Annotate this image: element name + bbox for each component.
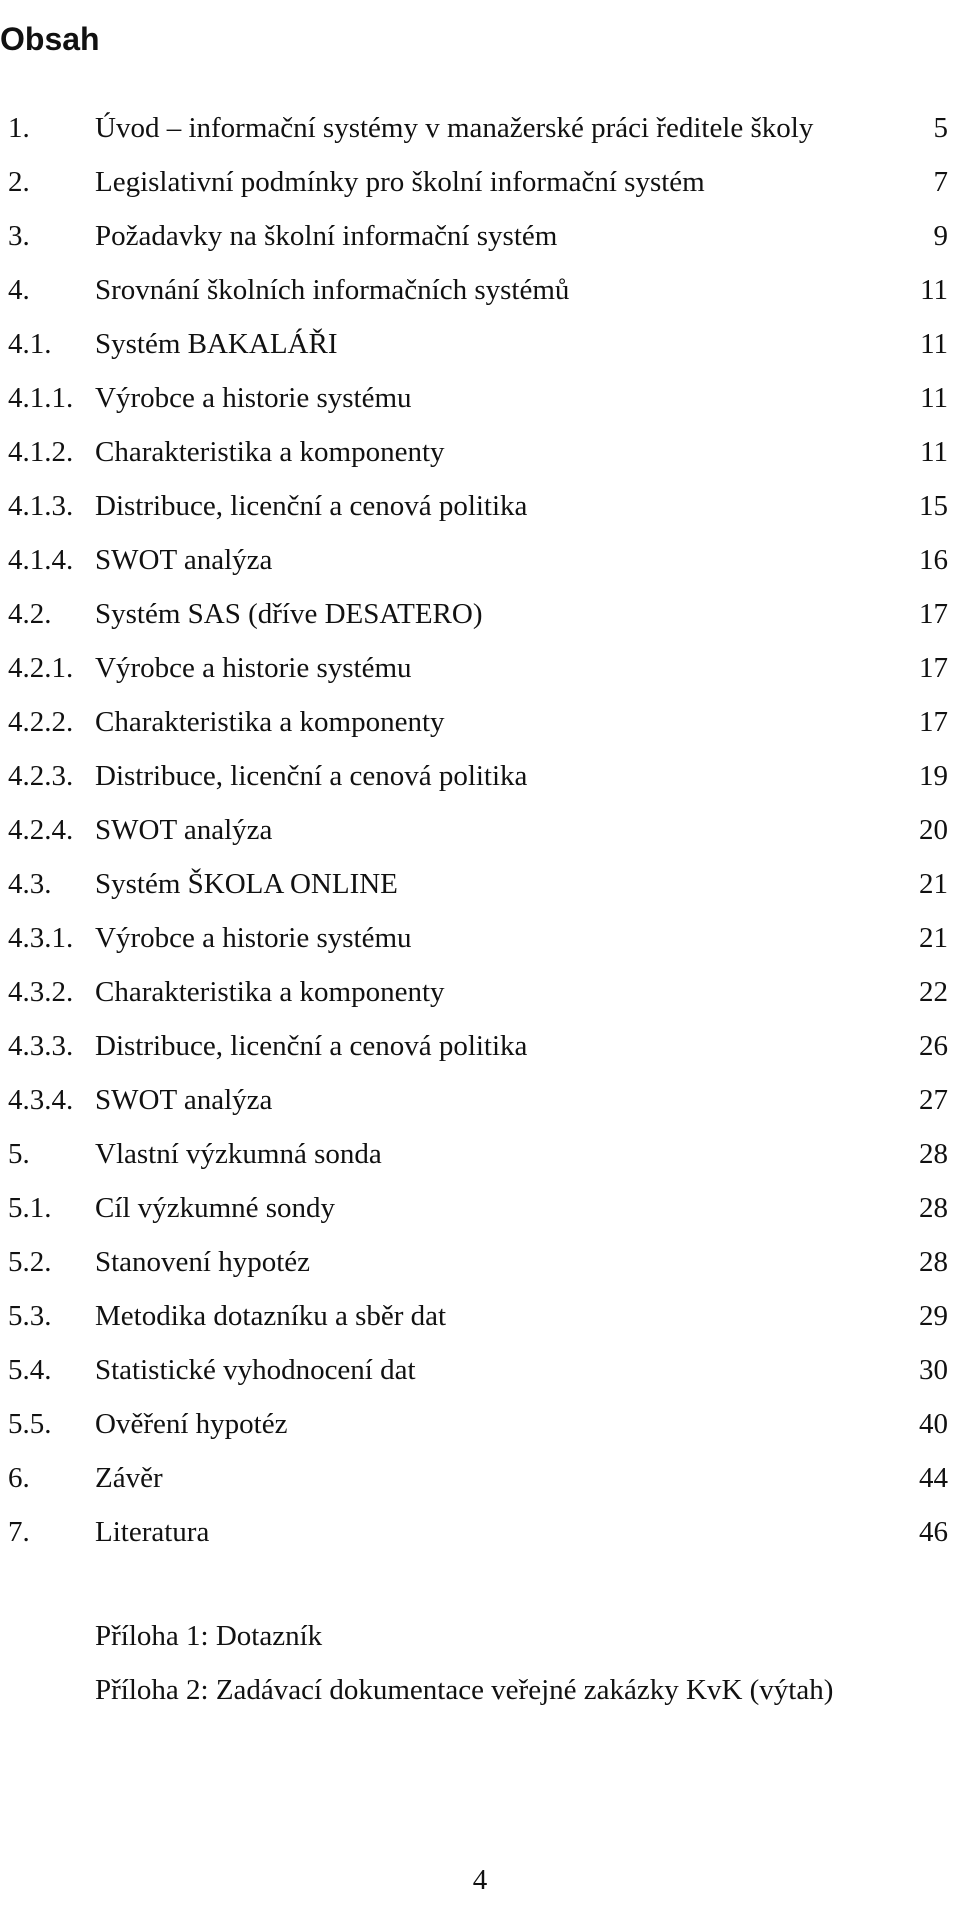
attachment-item: Příloha 2: Zadávací dokumentace veřejné zakázky KvK (výtah) [95,1674,834,1706]
toc-entry-title: Charakteristika a komponenty [95,706,445,738]
toc-entry-title: Distribuce, licenční a cenová politika [95,1030,528,1062]
toc-entry-title: Úvod – informační systémy v manažerské práci ředitele školy [95,112,814,144]
toc-entry-number: 4.2.1. [8,652,74,684]
toc-entry-number: 5.3. [8,1300,52,1332]
toc-entry-page: 7 [933,166,948,198]
toc-entry [8,1082,948,1136]
toc-entry-title: Stanovení hypotéz [95,1246,311,1278]
toc-entry-number: 5. [8,1138,30,1170]
toc-entry-number: 4.3. [8,868,52,900]
toc-entry-number: 4.2.2. [8,706,74,738]
toc-entry-number: 5.4. [8,1354,52,1386]
toc-entry-page: 21 [919,922,948,954]
toc-entry-title: Charakteristika a komponenty [95,436,445,468]
toc-entry-title: SWOT analýza [95,544,273,576]
toc-entry-page: 5 [933,112,948,144]
toc-entry-title: Systém BAKALÁŘI [95,328,338,360]
toc-entry [8,110,948,164]
toc-entry-page: 26 [919,1030,948,1062]
toc-entry-number: 5.2. [8,1246,52,1278]
toc-entry-number: 4.1.3. [8,490,74,522]
toc-entry-title: Charakteristika a komponenty [95,976,445,1008]
toc-entry-title: Distribuce, licenční a cenová politika [95,760,528,792]
toc-entry-page: 40 [919,1408,948,1440]
toc-entry [8,1298,948,1352]
toc-entry-number: 6. [8,1462,30,1494]
toc-entry [8,488,948,542]
toc-entry-number: 4.1.4. [8,544,74,576]
toc-entry-number: 4. [8,274,30,306]
toc-entry-number: 4.1.2. [8,436,74,468]
toc-entry-page: 22 [919,976,948,1008]
toc-entry-page: 27 [919,1084,948,1116]
toc-entry-number: 4.2.4. [8,814,74,846]
toc-entry-number: 4.2. [8,598,52,630]
toc-entry [8,164,948,218]
toc-entry [8,1136,948,1190]
toc-entry-title: Statistické vyhodnocení dat [95,1354,416,1386]
toc-entry [8,704,948,758]
toc-entry-page: 21 [919,868,948,900]
toc-entry-page: 20 [919,814,948,846]
toc-entry-title: Požadavky na školní informační systém [95,220,558,252]
toc-entry-number: 1. [8,112,30,144]
page-number: 4 [472,1864,488,1896]
toc-entry-page: 28 [919,1192,948,1224]
toc-entry-page: 28 [919,1138,948,1170]
toc-entry [8,974,948,1028]
toc-entry [8,758,948,812]
toc-entry-page: 11 [920,274,948,306]
toc-entry-page: 16 [919,544,948,576]
toc-entry [8,920,948,974]
toc-entry-number: 4.3.1. [8,922,74,954]
toc-entry-title: SWOT analýza [95,1084,273,1116]
toc-entry-title: Metodika dotazníku a sběr dat [95,1300,447,1332]
toc-entry-number: 5.1. [8,1192,52,1224]
toc-entry-page: 9 [933,220,948,252]
toc-entry-number: 4.2.3. [8,760,74,792]
toc-entry-title: Systém SAS (dříve DESATERO) [95,598,483,630]
toc-entry [8,1514,948,1568]
toc-entry-title: Systém ŠKOLA ONLINE [95,868,398,900]
toc-entry-number: 4.3.2. [8,976,74,1008]
toc-entry-page: 11 [920,382,948,414]
toc-entry [8,1406,948,1460]
toc-entry-title: Výrobce a historie systému [95,652,412,684]
toc-entry-page: 17 [919,706,948,738]
toc-entry-title: Závěr [95,1462,163,1494]
toc-entry-number: 3. [8,220,30,252]
toc-entry [8,272,948,326]
toc-entry-title: Výrobce a historie systému [95,922,412,954]
toc-entry-number: 4.3.3. [8,1030,74,1062]
toc-entry-page: 17 [919,652,948,684]
toc-entry-title: Legislativní podmínky pro školní informační systém [95,166,705,198]
toc-entry [8,866,948,920]
toc-entry-title: Výrobce a historie systému [95,382,412,414]
toc-entry [8,542,948,596]
toc-entry-page: 15 [919,490,948,522]
toc-entry-page: 46 [919,1516,948,1548]
toc-entry-title: Distribuce, licenční a cenová politika [95,490,528,522]
toc-entry-page: 11 [920,328,948,360]
toc-entry [8,1028,948,1082]
toc-entry-page: 28 [919,1246,948,1278]
toc-entry [8,218,948,272]
toc-entry-number: 4.3.4. [8,1084,74,1116]
toc-entry-page: 11 [920,436,948,468]
toc-entry-page: 29 [919,1300,948,1332]
toc-entry-page: 44 [919,1462,948,1494]
toc-entry [8,1244,948,1298]
toc-entry-number: 4.1. [8,328,52,360]
toc-entry-title: Srovnání školních informačních systémů [95,274,570,306]
toc-entry-number: 2. [8,166,30,198]
toc-entry-title: Cíl výzkumné sondy [95,1192,336,1224]
table-of-contents [8,110,948,1568]
attachments-list [95,1618,833,1726]
attachment-item: Příloha 1: Dotazník [95,1620,323,1652]
toc-entry [8,1190,948,1244]
toc-entry-page: 30 [919,1354,948,1386]
toc-entry [8,812,948,866]
toc-entry [8,1352,948,1406]
toc-entry [8,1460,948,1514]
toc-entry-page: 19 [919,760,948,792]
toc-entry [8,380,948,434]
toc-entry-page: 17 [919,598,948,630]
page-title: Obsah [0,21,100,58]
toc-entry-number: 4.1.1. [8,382,74,414]
toc-entry [8,650,948,704]
toc-entry [8,434,948,488]
toc-entry [8,596,948,650]
toc-entry-number: 5.5. [8,1408,52,1440]
toc-entry-number: 7. [8,1516,30,1548]
toc-entry-title: Ověření hypotéz [95,1408,288,1440]
toc-entry-title: Literatura [95,1516,210,1548]
toc-entry [8,326,948,380]
toc-entry-title: Vlastní výzkumná sonda [95,1138,382,1170]
toc-entry-title: SWOT analýza [95,814,273,846]
